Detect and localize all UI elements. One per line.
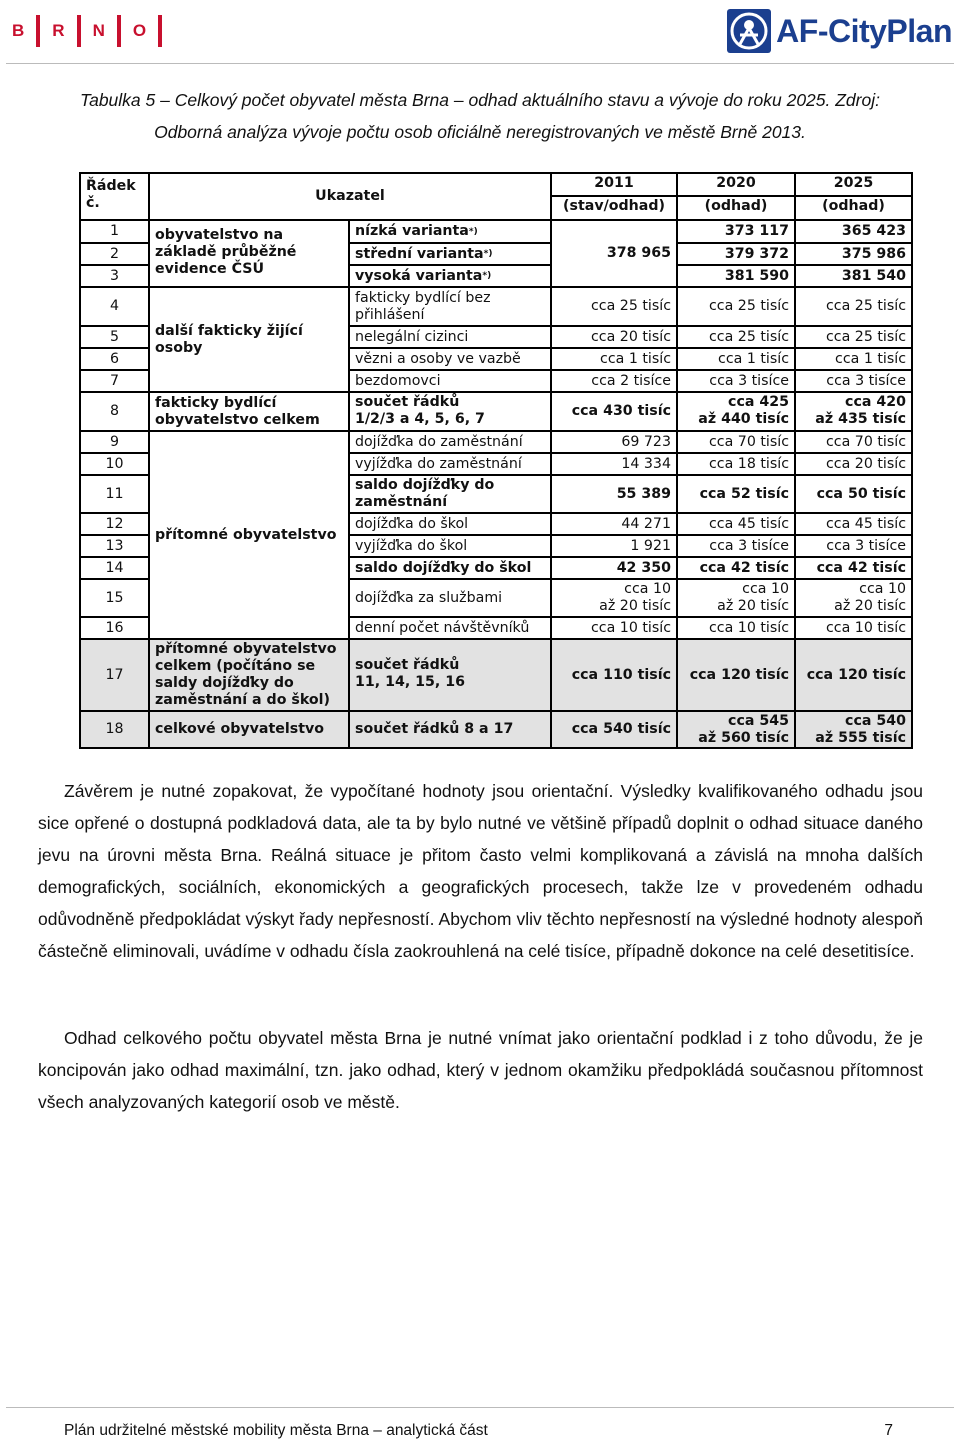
indicator-label: střední varianta *) [350, 244, 550, 264]
indicator-label: fakticky bydlící bez přihlášení [350, 288, 550, 325]
value-2011: cca 110 tisíc [552, 640, 676, 710]
row-number: 12 [81, 514, 148, 534]
brno-logo-letter: R [52, 21, 65, 40]
header-row-no: Řádek č. [81, 174, 148, 219]
value-2011 [552, 580, 676, 616]
row-number: 14 [81, 558, 148, 578]
page-number: 7 [884, 1422, 893, 1439]
header-year-2011: 2011 [552, 174, 676, 195]
value-2020: cca 52 tisíc [678, 476, 794, 512]
value-2020: cca 1 tisíc [678, 349, 794, 369]
indicator-label-line: 1/2/3 a 4, 5, 6, 7 [355, 411, 485, 427]
value-2025: cca 3 tisíce [796, 536, 911, 556]
value-2011: cca 25 tisíc [552, 288, 676, 325]
row-number: 2 [81, 244, 148, 264]
value-2025: cca 45 tisíc [796, 514, 911, 534]
af-cityplan-logo [726, 6, 952, 56]
header-year-2011-sub: (stav/odhad) [552, 197, 676, 219]
value-2025: cca 1 tisíc [796, 349, 911, 369]
body-paragraph: Odhad celkového počtu obyvatel města Brna je nutné vnímat jako orientační podklad i z toho důvodu, že je koncipován jako odhad maximální, tzn. jako odhad, který v jednom okamžiku předpokládá současnou přítomnost všech analyzovaných kategorií osob ve městě. [38, 1028, 923, 1112]
value-line: cca 545 [728, 713, 789, 729]
value-2020: 373 117 [678, 221, 794, 242]
group-label: celkové obyvatelstvo [150, 712, 348, 747]
indicator-label-text: vysoká varianta [355, 267, 483, 284]
value-line: až 440 tisíc [698, 411, 789, 427]
footer-title: Plán udržitelné městské mobility města Brna – analytická část [64, 1422, 488, 1439]
af-emblem-icon [726, 8, 772, 54]
value-line: až 20 tisíc [717, 598, 789, 614]
value-2011: cca 20 tisíc [552, 327, 676, 347]
value-2020: cca 25 tisíc [678, 327, 794, 347]
value-2020: cca 70 tisíc [678, 432, 794, 452]
value-2020: 379 372 [678, 244, 794, 264]
value-2020 [678, 712, 794, 747]
indicator-label [350, 393, 550, 430]
indicator-label: denní počet návštěvníků [350, 618, 550, 638]
value-2020: cca 3 tisíce [678, 536, 794, 556]
value-line: až 560 tisíc [698, 730, 789, 746]
brno-logo-bar [77, 15, 81, 47]
indicator-label: dojížďka do zaměstnání [350, 432, 550, 452]
value-line: cca 10 [859, 581, 906, 597]
value-2020 [678, 393, 794, 430]
group-label: fakticky bydlící obyvatelstvo celkem [150, 393, 348, 430]
row-number: 10 [81, 454, 148, 474]
value-2020: cca 120 tisíc [678, 640, 794, 710]
value-2020: cca 18 tisíc [678, 454, 794, 474]
value-2025: cca 70 tisíc [796, 432, 911, 452]
header-year-2020: 2020 [678, 174, 794, 195]
header-year-2025-sub: (odhad) [796, 197, 911, 219]
brno-logo-letter: O [132, 21, 147, 40]
value-2011: 378 965 [552, 221, 676, 286]
group-label: přítomné obyvatelstvo [150, 432, 348, 638]
indicator-label: vězni a osoby ve vazbě [350, 349, 550, 369]
group-label: obyvatelstvo na základě průběžné evidence ČSÚ [150, 221, 348, 286]
indicator-label: vysoká varianta *) [350, 266, 550, 286]
value-line: až 20 tisíc [599, 598, 671, 614]
header-year-2020-sub: (odhad) [678, 197, 794, 219]
value-2011: 14 334 [552, 454, 676, 474]
brno-logo-bar [36, 15, 40, 47]
value-line: až 555 tisíc [815, 730, 906, 746]
header-year-2025: 2025 [796, 174, 911, 195]
value-2025 [796, 712, 911, 747]
value-2020: cca 10 tisíc [678, 618, 794, 638]
group-label: další fakticky žijící osoby [150, 288, 348, 391]
header-indicator: Ukazatel [150, 174, 550, 219]
value-2020 [678, 580, 794, 616]
caption-line: Tabulka 5 – Celkový počet obyvatel města Brna – odhad aktuálního stavu a vývoje do roku 2025. Zdroj: [80, 90, 880, 110]
value-2011: 42 350 [552, 558, 676, 578]
row-number: 6 [81, 349, 148, 369]
indicator-label-text: nízká varianta [355, 223, 469, 239]
caption-line: Odborná analýza vývoje počtu osob oficiálně neregistrovaných ve městě Brně 2013. [154, 122, 806, 142]
value-line: cca 540 [845, 713, 906, 729]
value-2020: cca 25 tisíc [678, 288, 794, 325]
indicator-label: bezdomovci [350, 371, 550, 391]
row-number: 13 [81, 536, 148, 556]
population-table [79, 172, 913, 749]
brno-logo-letter: B [12, 21, 25, 40]
value-line: cca 425 [728, 394, 789, 410]
af-logo-text: AF-CityPlan [776, 12, 952, 49]
indicator-label: součet řádků 8 a 17 [350, 712, 550, 747]
value-2025: cca 3 tisíce [796, 371, 911, 391]
brno-logo-bar [117, 15, 121, 47]
value-2025: 375 986 [796, 244, 911, 264]
value-2011: cca 1 tisíc [552, 349, 676, 369]
value-2011: 1 921 [552, 536, 676, 556]
value-2025: 365 423 [796, 221, 911, 242]
indicator-label-line: součet řádků [355, 657, 460, 673]
indicator-label: dojížďka za službami [350, 580, 550, 616]
brno-logo-letter: N [92, 21, 105, 40]
value-line: cca 10 [624, 581, 671, 597]
indicator-label-text: střední varianta [355, 245, 484, 262]
value-line: cca 420 [845, 394, 906, 410]
table-caption [40, 84, 920, 148]
row-number: 4 [81, 288, 148, 325]
value-line: až 20 tisíc [834, 598, 906, 614]
value-2020: cca 45 tisíc [678, 514, 794, 534]
row-number: 1 [81, 221, 148, 242]
row-number: 16 [81, 618, 148, 638]
row-number: 9 [81, 432, 148, 452]
indicator-label: nelegální cizinci [350, 327, 550, 347]
indicator-label: saldo dojížďky do škol [350, 558, 550, 578]
row-number: 11 [81, 476, 148, 512]
row-number: 15 [81, 580, 148, 616]
indicator-label-line: 11, 14, 15, 16 [355, 674, 465, 690]
indicator-label: vyjížďka do škol [350, 536, 550, 556]
value-2025: cca 10 tisíc [796, 618, 911, 638]
value-2025: cca 25 tisíc [796, 327, 911, 347]
value-2025 [796, 393, 911, 430]
value-2020: cca 3 tisíce [678, 371, 794, 391]
row-number: 8 [81, 393, 148, 430]
value-2011: cca 430 tisíc [552, 393, 676, 430]
value-2025: cca 50 tisíc [796, 476, 911, 512]
value-2025: 381 540 [796, 266, 911, 286]
body-paragraph: Závěrem je nutné zopakovat, že vypočítané hodnoty jsou orientační. Výsledky kvalifikovaného odhadu jsou sice opřené o dostupná podkladová data, ale ta by bylo nutné ve většině případů doplnit o odhad situace daného jevu na úrovni města Brna. Reálná situace je přitom často velmi komplikovaná a závislá na mnoha dalších demografických, sociálních, ekonomických a geografických procesech, takže lze v provedeném odhadu odůvodněně předpokládat výskyt řady nepřesností. Abychom vliv těchto nepřesností na výsledné hodnoty alespoň částečně eliminovali, uvádíme v odhadu čísla zaokrouhlená na celé tisíce, případně dokonce na celé desetitisíce. [38, 781, 923, 961]
row-number: 7 [81, 371, 148, 391]
brno-logo [12, 14, 174, 48]
value-2011: cca 540 tisíc [552, 712, 676, 747]
row-number: 3 [81, 266, 148, 286]
indicator-label-line: součet řádků [355, 394, 460, 410]
value-2011: 44 271 [552, 514, 676, 534]
value-2011: 69 723 [552, 432, 676, 452]
value-2011: cca 2 tisíce [552, 371, 676, 391]
value-line: cca 10 [742, 581, 789, 597]
value-line: až 435 tisíc [815, 411, 906, 427]
row-number: 17 [81, 640, 148, 710]
value-2020: cca 42 tisíc [678, 558, 794, 578]
row-number: 5 [81, 327, 148, 347]
value-2025: cca 120 tisíc [796, 640, 911, 710]
value-2020: 381 590 [678, 266, 794, 286]
footer-divider [6, 1407, 954, 1408]
value-2025: cca 42 tisíc [796, 558, 911, 578]
indicator-label: vyjížďka do zaměstnání [350, 454, 550, 474]
indicator-label: nízká varianta *) [350, 221, 550, 242]
indicator-label [350, 640, 550, 710]
indicator-label: dojížďka do škol [350, 514, 550, 534]
indicator-label: saldo dojížďky do zaměstnání [350, 476, 550, 512]
value-2025: cca 25 tisíc [796, 288, 911, 325]
header-divider [6, 63, 954, 64]
group-label: přítomné obyvatelstvo celkem (počítáno se saldy dojížďky do zaměstnání a do škol) [150, 640, 348, 710]
row-number: 18 [81, 712, 148, 747]
brno-logo-bar [158, 15, 162, 47]
value-2011: 55 389 [552, 476, 676, 512]
value-2025: cca 20 tisíc [796, 454, 911, 474]
value-2011: cca 10 tisíc [552, 618, 676, 638]
value-2025 [796, 580, 911, 616]
